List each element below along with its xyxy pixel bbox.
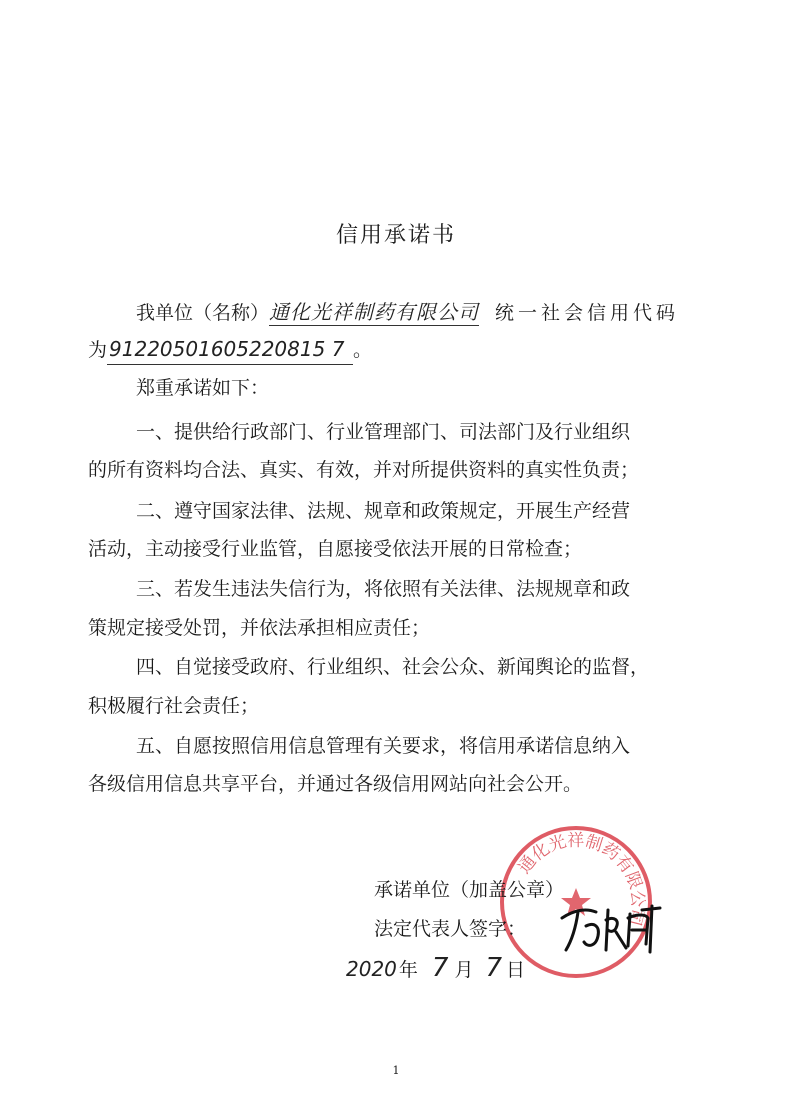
page-number: 1 bbox=[392, 1064, 400, 1077]
intro-line-1 bbox=[136, 298, 679, 327]
seal-text-path: 通化光祥制药有限公司 bbox=[514, 830, 648, 928]
item-4-line-2: 积极履行社会责任； bbox=[88, 695, 260, 717]
item-4-line-1: 四、自觉接受政府、行业组织、社会公众、新闻舆论的监督， bbox=[136, 656, 650, 678]
company-name-handwritten: 通化光祥制药有限公司 bbox=[269, 300, 480, 324]
year-char: 年 bbox=[398, 959, 418, 981]
legal-rep-label: 法定代表人签字： bbox=[374, 918, 527, 940]
item-3-line-1: 三、若发生违法失信行为，将依照有关法律、法规规章和政 bbox=[136, 578, 631, 600]
document-title: 信用承诺书 bbox=[335, 223, 456, 248]
item-5-line-1: 五、自愿按照信用信息管理有关要求，将信用承诺信息纳入 bbox=[136, 735, 631, 757]
item-1-line-1: 一、提供给行政部门、行业管理部门、司法部门及行业组织 bbox=[136, 421, 631, 443]
code-suffix: 。 bbox=[353, 339, 373, 361]
promise-lead: 郑重承诺如下： bbox=[136, 377, 270, 399]
intro-line-2 bbox=[88, 335, 372, 365]
item-1-line-2: 的所有资料均合法、真实、有效，并对所提供资料的真实性负责； bbox=[88, 459, 640, 481]
credit-code-handwritten: 91220501605220815 7 bbox=[107, 335, 353, 365]
date-month: 7 bbox=[431, 953, 449, 983]
item-3-line-2: 策规定接受处罚，并依法承担相应责任； bbox=[88, 617, 431, 639]
month-char: 月 bbox=[454, 959, 474, 981]
intro-prefix: 我单位（名称） bbox=[136, 302, 270, 324]
signing-date bbox=[346, 954, 525, 984]
item-2-line-1: 二、遵守国家法律、法规、规章和政策规定，开展生产经营 bbox=[136, 500, 631, 522]
handwritten-signature bbox=[556, 896, 666, 956]
item-2-line-2: 活动，主动接受行业监管，自愿接受依法开展的日常检查； bbox=[88, 538, 583, 560]
date-day: 7 bbox=[485, 953, 503, 983]
date-year: 2020 bbox=[346, 957, 397, 981]
promising-unit-label: 承诺单位（加盖公章） bbox=[374, 879, 565, 901]
item-5-line-2: 各级信用信息共享平台，并通过各级信用网站向社会公开。 bbox=[88, 773, 583, 795]
intro-mid: 统一社会信用代码 bbox=[495, 302, 680, 324]
day-char: 日 bbox=[506, 959, 526, 981]
code-prefix: 为 bbox=[88, 339, 108, 361]
